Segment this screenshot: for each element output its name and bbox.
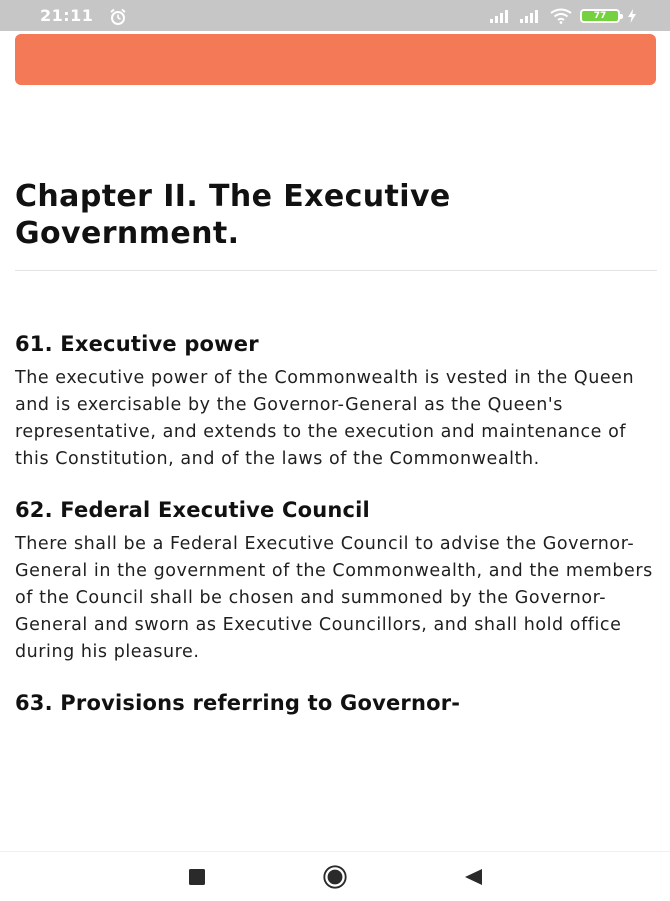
charging-icon bbox=[628, 9, 636, 23]
status-icons bbox=[490, 8, 636, 24]
back-icon[interactable] bbox=[460, 864, 486, 890]
signal-icon bbox=[520, 9, 542, 23]
content bbox=[15, 178, 660, 724]
status-time: 21:11 bbox=[40, 6, 94, 25]
battery-level: 77 bbox=[593, 11, 607, 21]
wifi-icon bbox=[550, 8, 572, 24]
section-list bbox=[15, 331, 660, 716]
alarm-icon bbox=[109, 8, 127, 26]
status-bar bbox=[0, 0, 670, 31]
section-body: There shall be a Federal Executive Council to advise the Governor-General in the government of the Commonwealth, and the members of the Council shall be chosen and summoned by the Governor-General and sworn as Executive Councillors, and shall hold office during his pleasure. bbox=[15, 534, 653, 662]
section-body: The executive power of the Commonwealth is vested in the Queen and is exercisable by the Governor-General as the Queen's representative, and extends to the execution and maintenance of this Constitution, and of the laws of the Commonwealth. bbox=[15, 368, 635, 469]
section-heading: 63. Provisions referring to Governor- bbox=[15, 691, 461, 715]
recents-icon[interactable] bbox=[184, 864, 210, 890]
divider bbox=[15, 270, 657, 271]
signal-icon bbox=[490, 9, 512, 23]
navigation-bar bbox=[0, 851, 670, 901]
section-62 bbox=[15, 497, 660, 666]
section-63 bbox=[15, 690, 660, 716]
top-banner bbox=[15, 34, 656, 85]
section-heading: 62. Federal Executive Council bbox=[15, 498, 370, 522]
chapter-title: Chapter II. The Executive Government. bbox=[15, 179, 451, 251]
section-heading: 61. Executive power bbox=[15, 332, 259, 356]
battery-icon bbox=[580, 9, 620, 23]
section-61 bbox=[15, 331, 660, 473]
home-icon[interactable] bbox=[322, 864, 348, 890]
